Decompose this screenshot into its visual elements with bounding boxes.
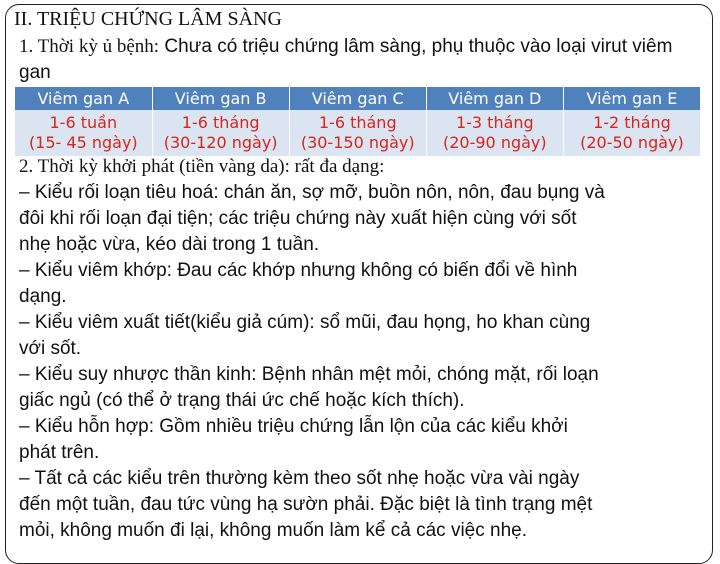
incubation-text: Chưa có triệu chứng lâm sàng, phụ thuộc vào loại virut viêm gan — [19, 36, 673, 83]
body-line: – Tất cả các kiểu trên thường kèm theo sốt nhẹ hoặc vừa vài ngày — [19, 468, 580, 489]
header-hepatitis-e: Viêm gan E — [563, 87, 700, 110]
cell-hepatitis-a — [15, 110, 152, 156]
cell-hepatitis-b — [152, 110, 289, 156]
incubation-table — [15, 87, 701, 156]
header-hepatitis-c: Viêm gan C — [289, 87, 426, 110]
body-line: phát trên. — [19, 442, 100, 463]
duration: 1-3 tháng — [455, 113, 534, 132]
incubation-table-header-row — [15, 87, 701, 110]
slide-title: II. TRIỆU CHỨNG LÂM SÀNG — [14, 8, 282, 30]
body-line: đến một tuần, đau tức vùng hạ sườn phải. Đặc biệt là tình trạng mệt — [19, 494, 593, 515]
cell-hepatitis-d — [426, 110, 563, 156]
incubation-table-row — [15, 110, 701, 156]
body-line: giấc ngủ (có thể ở trạng thái ức chế hoặc kích thích). — [19, 390, 465, 411]
prodromal-heading: 2. Thời kỳ khởi phát (tiền vàng da): rất đa dạng: — [19, 156, 385, 177]
duration-days: (15- 45 ngày) — [28, 133, 138, 152]
body-line: – Kiểu hỗn hợp: Gồm nhiều triệu chứng lẫn lộn của các kiểu khởi — [19, 416, 568, 437]
duration: 1-6 tuần — [49, 113, 118, 132]
header-hepatitis-b: Viêm gan B — [152, 87, 289, 110]
body-line: nhẹ hoặc vừa, kéo dài trong 1 tuần. — [19, 234, 320, 255]
header-hepatitis-a: Viêm gan A — [15, 87, 152, 110]
duration-days: (30-150 ngày) — [300, 133, 415, 152]
duration-days: (20-90 ngày) — [443, 133, 547, 152]
cell-hepatitis-c — [289, 110, 426, 156]
body-line: dạng. — [19, 286, 67, 307]
body-line: đôi khi rối loạn đại tiện; các triệu chứng này xuất hiện cùng với sốt — [19, 208, 577, 229]
duration-days: (20-50 ngày) — [580, 133, 684, 152]
header-hepatitis-d: Viêm gan D — [426, 87, 563, 110]
duration: 1-6 tháng — [181, 113, 260, 132]
body-line: – Kiểu viêm khớp: Đau các khớp nhưng không có biến đổi về hình — [19, 260, 578, 281]
body-line: – Kiểu suy nhược thần kinh: Bệnh nhân mệt mỏi, chóng mặt, rối loạn — [19, 364, 599, 385]
duration: 1-2 tháng — [593, 113, 671, 132]
incubation-label: 1. Thời kỳ ủ bệnh: — [19, 36, 160, 57]
body-line: – Kiểu viêm xuất tiết(kiểu giả cúm): sổ mũi, đau họng, ho khan cùng — [19, 312, 591, 333]
cell-hepatitis-e — [563, 110, 700, 156]
body-line: mỏi, không muốn đi lại, không muốn làm kể cả các việc nhẹ. — [19, 520, 527, 541]
body-line: với sốt. — [19, 338, 82, 359]
duration-days: (30-120 ngày) — [163, 133, 278, 152]
prodromal-section — [19, 154, 709, 544]
incubation-paragraph — [19, 34, 709, 86]
body-line: – Kiểu rối loạn tiêu hoá: chán ăn, sợ mỡ, buồn nôn, nôn, đau bụng và — [19, 182, 605, 203]
duration: 1-6 tháng — [318, 113, 397, 132]
